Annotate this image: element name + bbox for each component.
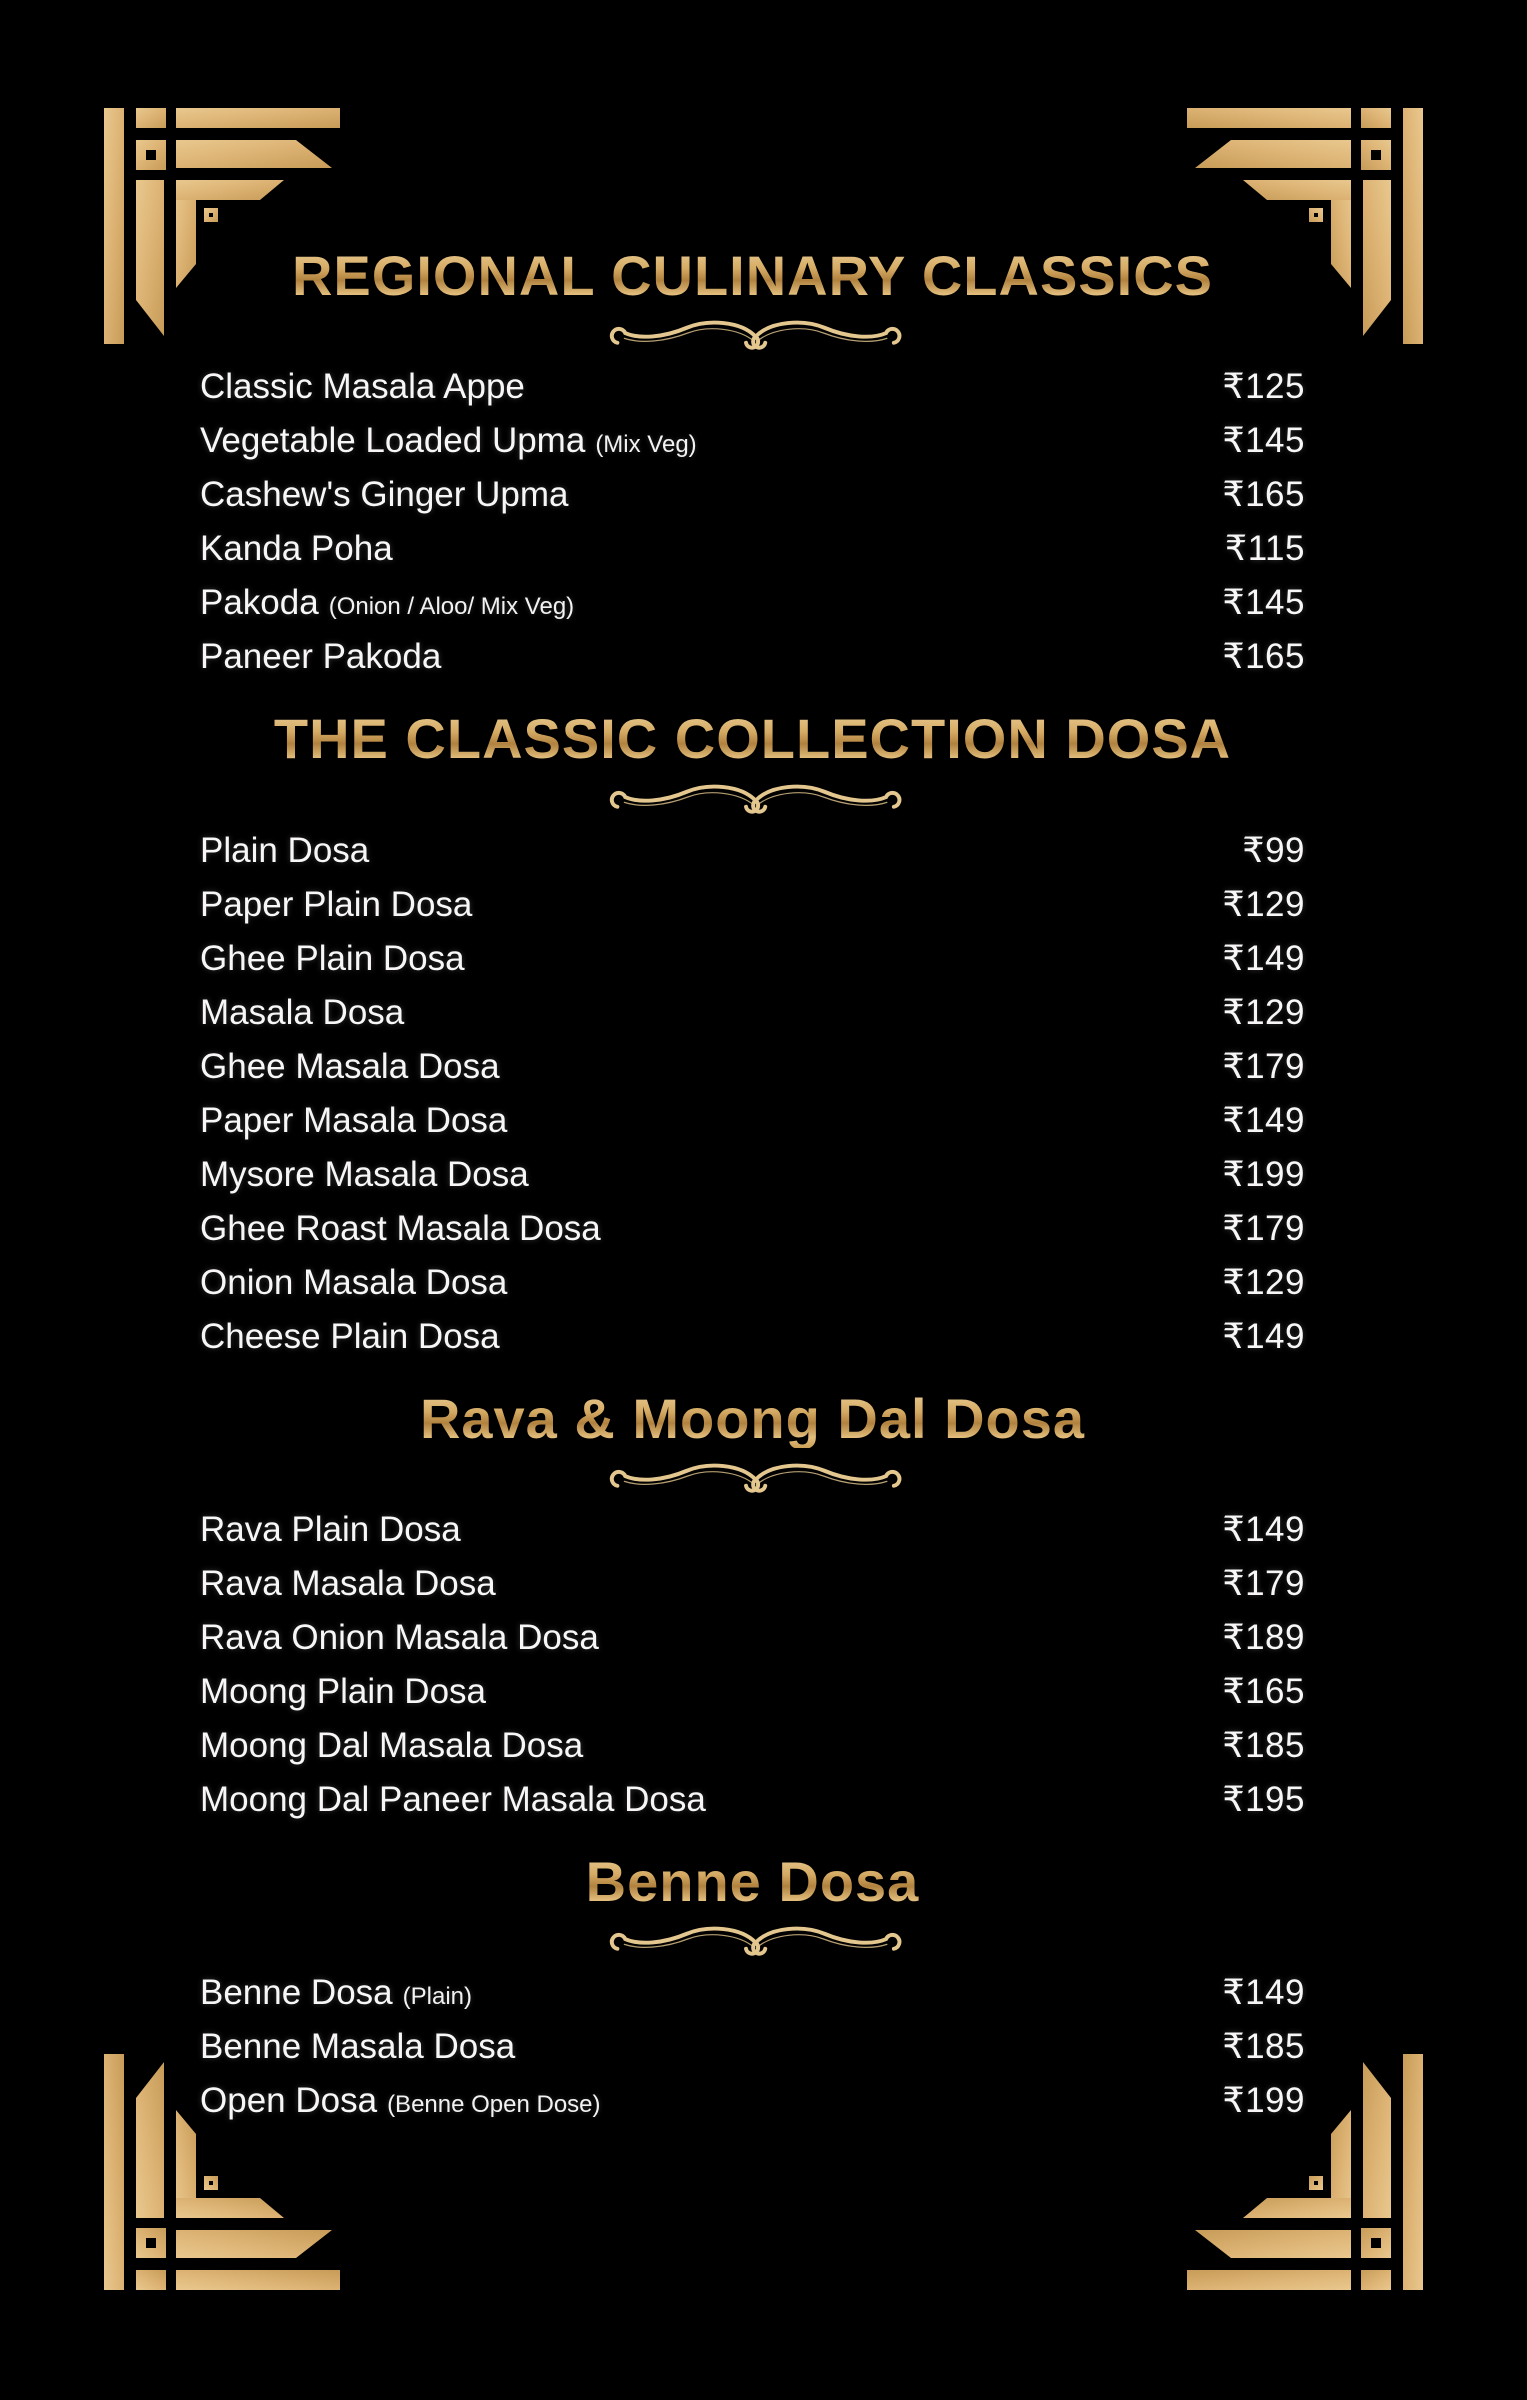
item-name-wrap bbox=[200, 2027, 515, 2067]
item-name: Moong Dal Masala Dosa bbox=[200, 1726, 584, 1766]
menu-item-row bbox=[200, 529, 1305, 583]
item-price: ₹145 bbox=[1222, 583, 1305, 623]
section-items bbox=[200, 831, 1305, 1371]
item-name-wrap bbox=[200, 1726, 583, 1766]
item-price: ₹195 bbox=[1222, 1780, 1305, 1820]
menu-item-row bbox=[200, 1209, 1305, 1263]
item-name: Cheese Plain Dosa bbox=[200, 1316, 500, 1356]
menu-item-row bbox=[200, 885, 1305, 939]
item-name: Paper Masala Dosa bbox=[200, 1100, 508, 1140]
item-name-wrap bbox=[200, 529, 393, 569]
item-name-wrap bbox=[200, 1618, 599, 1658]
menu-section bbox=[200, 1386, 1305, 1834]
item-price: ₹185 bbox=[1222, 1726, 1305, 1766]
flourish-swirl-divider-icon bbox=[588, 313, 918, 355]
menu-item-row bbox=[200, 1973, 1305, 2027]
item-name: Benne Dosa bbox=[200, 1973, 393, 2013]
section-title: THE CLASSIC COLLECTION DOSA bbox=[200, 709, 1305, 768]
menu-item-row bbox=[200, 475, 1305, 529]
menu-item-row bbox=[200, 2081, 1305, 2135]
menu-item-row bbox=[200, 1047, 1305, 1101]
item-name-wrap bbox=[200, 1780, 706, 1820]
item-name: Cashew's Ginger Upma bbox=[200, 475, 569, 515]
menu-item-row bbox=[200, 367, 1305, 421]
item-price: ₹99 bbox=[1242, 830, 1305, 870]
item-name: Paper Plain Dosa bbox=[200, 884, 473, 924]
menu-item-row bbox=[200, 583, 1305, 637]
menu-item-row bbox=[200, 1564, 1305, 1618]
item-name-wrap bbox=[200, 1155, 529, 1195]
flourish-swirl-divider-icon bbox=[588, 1919, 918, 1961]
item-note: (Mix Veg) bbox=[595, 431, 697, 459]
item-price: ₹115 bbox=[1224, 529, 1305, 569]
item-price: ₹149 bbox=[1222, 938, 1305, 978]
item-name: Vegetable Loaded Upma bbox=[200, 421, 586, 461]
item-price: ₹199 bbox=[1222, 2081, 1305, 2121]
section-items bbox=[200, 1973, 1305, 2135]
menu-section bbox=[200, 1852, 1305, 2135]
item-price: ₹125 bbox=[1222, 367, 1305, 407]
item-price: ₹179 bbox=[1222, 1046, 1305, 1086]
item-price: ₹165 bbox=[1222, 637, 1305, 677]
menu-item-row bbox=[200, 2027, 1305, 2081]
menu-item-row bbox=[200, 1510, 1305, 1564]
item-price: ₹179 bbox=[1222, 1208, 1305, 1248]
menu-item-row bbox=[200, 1155, 1305, 1209]
menu-item-row bbox=[200, 1263, 1305, 1317]
item-price: ₹199 bbox=[1222, 1154, 1305, 1194]
section-items bbox=[200, 1510, 1305, 1834]
menu-item-row bbox=[200, 1317, 1305, 1371]
item-price: ₹149 bbox=[1222, 1100, 1305, 1140]
item-note: (Onion / Aloo/ Mix Veg) bbox=[328, 593, 575, 621]
item-name: Ghee Plain Dosa bbox=[200, 938, 465, 978]
flourish-swirl-divider-icon bbox=[588, 1456, 918, 1498]
item-name-wrap bbox=[200, 831, 369, 871]
item-name-wrap bbox=[200, 1564, 496, 1604]
item-name-wrap bbox=[200, 1047, 500, 1087]
item-name: Rava Plain Dosa bbox=[200, 1510, 461, 1550]
menu-section bbox=[200, 709, 1305, 1370]
item-price: ₹129 bbox=[1222, 884, 1305, 924]
item-price: ₹165 bbox=[1222, 475, 1305, 515]
item-name-wrap bbox=[200, 637, 441, 677]
item-name-wrap bbox=[200, 583, 574, 623]
item-name-wrap bbox=[200, 1672, 486, 1712]
menu-item-row bbox=[200, 831, 1305, 885]
menu-item-row bbox=[200, 1101, 1305, 1155]
item-name: Moong Plain Dosa bbox=[200, 1672, 486, 1712]
item-name: Open Dosa bbox=[200, 2081, 378, 2121]
item-name: Onion Masala Dosa bbox=[200, 1262, 508, 1302]
item-name: Benne Masala Dosa bbox=[200, 2027, 516, 2067]
item-name: Masala Dosa bbox=[200, 992, 405, 1032]
menu-item-row bbox=[200, 1672, 1305, 1726]
menu-item-row bbox=[200, 939, 1305, 993]
menu-item-row bbox=[200, 1780, 1305, 1834]
item-name: Rava Onion Masala Dosa bbox=[200, 1618, 599, 1658]
menu-item-row bbox=[200, 421, 1305, 475]
item-name-wrap bbox=[200, 2081, 601, 2121]
item-price: ₹165 bbox=[1222, 1672, 1305, 1712]
menu-item-row bbox=[200, 993, 1305, 1047]
flourish-swirl-divider-icon bbox=[588, 777, 918, 819]
menu-sections bbox=[200, 246, 1305, 2153]
item-price: ₹145 bbox=[1222, 421, 1305, 461]
item-name-wrap bbox=[200, 1101, 507, 1141]
item-name-wrap bbox=[200, 1209, 601, 1249]
item-name: Ghee Roast Masala Dosa bbox=[200, 1208, 601, 1248]
menu-item-row bbox=[200, 1618, 1305, 1672]
item-name-wrap bbox=[200, 1263, 507, 1303]
item-name: Mysore Masala Dosa bbox=[200, 1154, 529, 1194]
section-title: Rava & Moong Dal Dosa bbox=[200, 1389, 1305, 1448]
section-items bbox=[200, 367, 1305, 691]
menu-item-row bbox=[200, 637, 1305, 691]
item-name: Classic Masala Appe bbox=[200, 367, 525, 407]
item-name: Kanda Poha bbox=[200, 529, 393, 569]
item-name-wrap bbox=[200, 885, 472, 925]
item-name-wrap bbox=[200, 421, 697, 461]
item-name-wrap bbox=[200, 1973, 472, 2013]
item-name: Plain Dosa bbox=[200, 830, 370, 870]
item-price: ₹185 bbox=[1222, 2027, 1305, 2067]
item-name-wrap bbox=[200, 1510, 461, 1550]
item-name-wrap bbox=[200, 993, 404, 1033]
item-note: (Plain) bbox=[402, 1983, 472, 2011]
item-name-wrap bbox=[200, 939, 465, 979]
item-name-wrap bbox=[200, 367, 525, 407]
section-title: Benne Dosa bbox=[200, 1852, 1305, 1911]
menu-item-row bbox=[200, 1726, 1305, 1780]
item-price: ₹129 bbox=[1222, 1262, 1305, 1302]
item-name: Pakoda bbox=[200, 583, 319, 623]
item-name: Ghee Masala Dosa bbox=[200, 1046, 500, 1086]
item-price: ₹149 bbox=[1222, 1316, 1305, 1356]
item-name: Paneer Pakoda bbox=[200, 637, 442, 677]
item-name: Moong Dal Paneer Masala Dosa bbox=[200, 1780, 706, 1820]
item-note: (Benne Open Dose) bbox=[387, 2091, 601, 2119]
item-price: ₹189 bbox=[1222, 1618, 1305, 1658]
item-price: ₹129 bbox=[1222, 992, 1305, 1032]
section-title: REGIONAL CULINARY CLASSICS bbox=[200, 246, 1305, 305]
item-price: ₹149 bbox=[1222, 1510, 1305, 1550]
item-name: Rava Masala Dosa bbox=[200, 1564, 496, 1604]
item-price: ₹179 bbox=[1222, 1564, 1305, 1604]
item-price: ₹149 bbox=[1222, 1973, 1305, 2013]
menu-section bbox=[200, 246, 1305, 691]
item-name-wrap bbox=[200, 475, 569, 515]
item-name-wrap bbox=[200, 1317, 500, 1357]
